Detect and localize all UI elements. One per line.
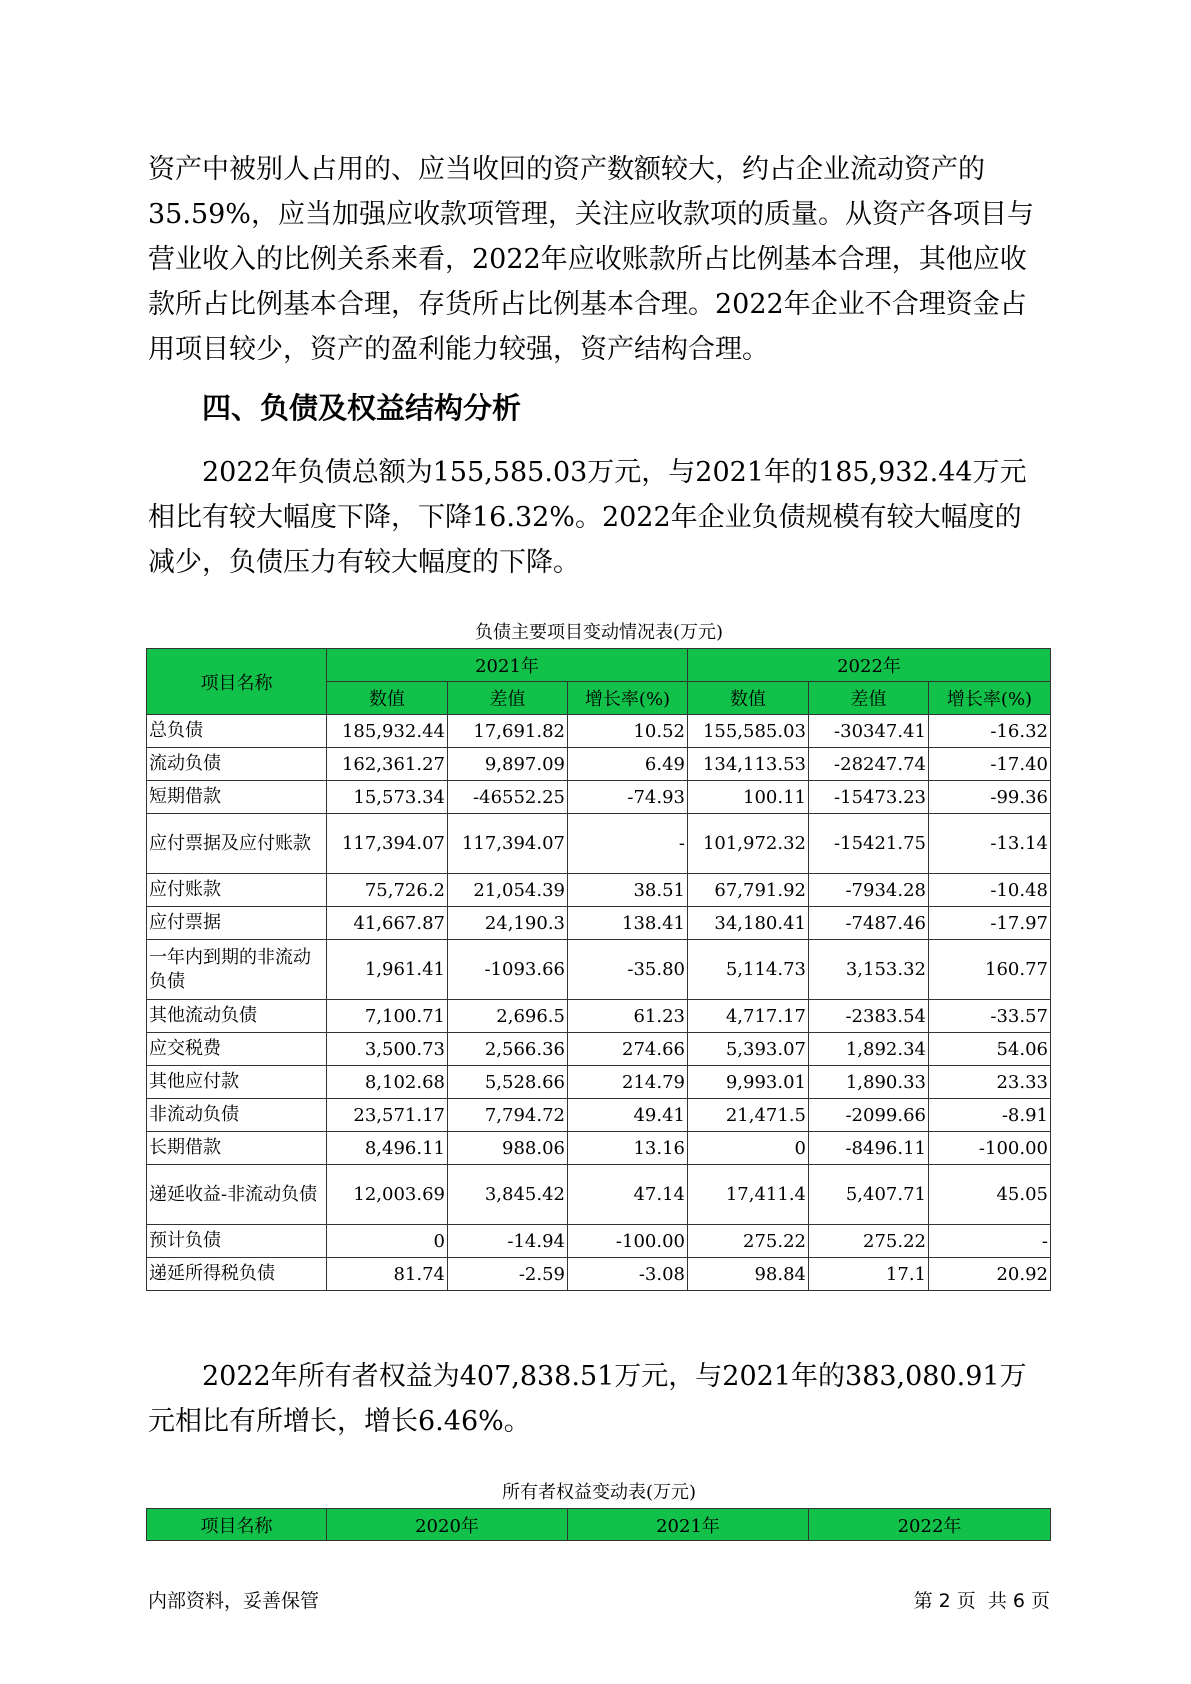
row-item-name: 应付票据及应付账款 [147, 814, 327, 874]
table-row [147, 781, 1051, 814]
cell-value-2021: 185,932.44 [327, 715, 448, 748]
cell-rate-2022: -33.57 [929, 1000, 1051, 1033]
cell-diff-2022: -2383.54 [809, 1000, 929, 1033]
row-item-name: 一年内到期的非流动负债 [147, 940, 327, 1000]
row-item-name: 递延所得税负债 [147, 1258, 327, 1291]
footer-page-number: 第 2 页 共 6 页 [913, 1590, 1050, 1612]
table-row [147, 1066, 1051, 1099]
cell-value-2021: 15,573.34 [327, 781, 448, 814]
cell-rate-2021: -100.00 [568, 1225, 688, 1258]
section-heading: 四、负债及权益结构分析 [202, 391, 522, 425]
row-item-name: 总负债 [147, 715, 327, 748]
cell-value-2022: 98.84 [688, 1258, 809, 1291]
equity-header-2021: 2021年 [568, 1509, 809, 1541]
cell-rate-2022: 20.92 [929, 1258, 1051, 1291]
cell-diff-2022: -8496.11 [809, 1132, 929, 1165]
cell-value-2022: 155,585.03 [688, 715, 809, 748]
cell-value-2021: 1,961.41 [327, 940, 448, 1000]
cell-rate-2022: 45.05 [929, 1165, 1051, 1225]
row-item-name: 短期借款 [147, 781, 327, 814]
cell-diff-2022: 17.1 [809, 1258, 929, 1291]
cell-value-2021: 3,500.73 [327, 1033, 448, 1066]
cell-value-2021: 75,726.2 [327, 874, 448, 907]
cell-rate-2022: -8.91 [929, 1099, 1051, 1132]
cell-rate-2022: 160.77 [929, 940, 1051, 1000]
cell-rate-2021: 38.51 [568, 874, 688, 907]
equity-table-caption: 所有者权益变动表(万元) [501, 1482, 697, 1503]
cell-diff-2021: -2.59 [448, 1258, 568, 1291]
cell-value-2022: 100.11 [688, 781, 809, 814]
cell-value-2022: 17,411.4 [688, 1165, 809, 1225]
cell-diff-2021: 24,190.3 [448, 907, 568, 940]
cell-rate-2022: -16.32 [929, 715, 1051, 748]
cell-value-2022: 101,972.32 [688, 814, 809, 874]
cell-diff-2021: 9,897.09 [448, 748, 568, 781]
cell-rate-2022: -17.40 [929, 748, 1051, 781]
cell-diff-2021: -1093.66 [448, 940, 568, 1000]
cell-value-2022: 5,393.07 [688, 1033, 809, 1066]
row-item-name: 应交税费 [147, 1033, 327, 1066]
paragraph-asset-analysis: 资产中被别人占用的、应当收回的资产数额较大，约占企业流动资产的35.59%，应当加强应收款项管理，关注应收款项的质量。从资产各项目与营业收入的比例关系来看，2022年应收账款所占比例基本合理，其他应收款所占比例基本合理，存货所占比例基本合理。2022年企业不合理资金占用项目较少，资产的盈利能力较强，资产结构合理。 [148, 154, 1034, 365]
cell-rate-2021: 47.14 [568, 1165, 688, 1225]
liability-table-caption: 负债主要项目变动情况表(万元) [474, 622, 724, 643]
cell-rate-2021: 214.79 [568, 1066, 688, 1099]
cell-diff-2022: -2099.66 [809, 1099, 929, 1132]
cell-rate-2022: -10.48 [929, 874, 1051, 907]
row-item-name: 应付票据 [147, 907, 327, 940]
cell-diff-2021: -46552.25 [448, 781, 568, 814]
header-diff-2022: 差值 [809, 682, 929, 715]
row-item-name: 应付账款 [147, 874, 327, 907]
header-year-2022: 2022年 [688, 649, 1051, 682]
paragraph-liability-summary: 2022年负债总额为155,585.03万元，与2021年的185,932.44万元相比有较大幅度下降，下降16.32%。2022年企业负债规模有较大幅度的减少，负债压力有较大幅度的下降。 [148, 457, 1027, 578]
cell-rate-2021: -35.80 [568, 940, 688, 1000]
table-row [147, 1099, 1051, 1132]
cell-diff-2022: -7934.28 [809, 874, 929, 907]
cell-rate-2022: -100.00 [929, 1132, 1051, 1165]
table-row [147, 715, 1051, 748]
cell-diff-2022: -15421.75 [809, 814, 929, 874]
footer-confidential-note: 内部资料，妥善保管 [148, 1590, 320, 1612]
equity-table [146, 1508, 1051, 1541]
cell-rate-2021: -3.08 [568, 1258, 688, 1291]
cell-diff-2022: 275.22 [809, 1225, 929, 1258]
cell-diff-2022: -30347.41 [809, 715, 929, 748]
cell-value-2021: 117,394.07 [327, 814, 448, 874]
table-row [147, 1132, 1051, 1165]
cell-diff-2022: -28247.74 [809, 748, 929, 781]
cell-value-2021: 81.74 [327, 1258, 448, 1291]
cell-value-2021: 8,102.68 [327, 1066, 448, 1099]
cell-rate-2021: -74.93 [568, 781, 688, 814]
table-row [147, 748, 1051, 781]
cell-rate-2022: 23.33 [929, 1066, 1051, 1099]
cell-rate-2022: 54.06 [929, 1033, 1051, 1066]
row-item-name: 非流动负债 [147, 1099, 327, 1132]
cell-value-2022: 0 [688, 1132, 809, 1165]
cell-value-2022: 9,993.01 [688, 1066, 809, 1099]
cell-value-2021: 7,100.71 [327, 1000, 448, 1033]
cell-value-2022: 4,717.17 [688, 1000, 809, 1033]
table-row [147, 1165, 1051, 1225]
cell-rate-2022: -17.97 [929, 907, 1051, 940]
header-item-name: 项目名称 [147, 649, 327, 715]
table-row [147, 1225, 1051, 1258]
cell-diff-2021: 3,845.42 [448, 1165, 568, 1225]
cell-diff-2022: 3,153.32 [809, 940, 929, 1000]
cell-diff-2021: 7,794.72 [448, 1099, 568, 1132]
header-diff-2021: 差值 [448, 682, 568, 715]
liability-table-body [147, 715, 1051, 1291]
row-item-name: 递延收益-非流动负债 [147, 1165, 327, 1225]
cell-value-2021: 0 [327, 1225, 448, 1258]
cell-rate-2021: 49.41 [568, 1099, 688, 1132]
cell-rate-2021: 6.49 [568, 748, 688, 781]
cell-value-2022: 21,471.5 [688, 1099, 809, 1132]
cell-value-2022: 275.22 [688, 1225, 809, 1258]
cell-diff-2021: 2,696.5 [448, 1000, 568, 1033]
cell-rate-2022: -13.14 [929, 814, 1051, 874]
table-row [147, 1033, 1051, 1066]
header-value-2022: 数值 [688, 682, 809, 715]
row-item-name: 流动负债 [147, 748, 327, 781]
liability-table [146, 648, 1051, 1291]
cell-diff-2022: -15473.23 [809, 781, 929, 814]
cell-rate-2021: 61.23 [568, 1000, 688, 1033]
cell-diff-2022: 1,890.33 [809, 1066, 929, 1099]
cell-diff-2021: 21,054.39 [448, 874, 568, 907]
equity-header-item-name: 项目名称 [147, 1509, 327, 1541]
cell-rate-2021: 13.16 [568, 1132, 688, 1165]
table-row [147, 940, 1051, 1000]
header-value-2021: 数值 [327, 682, 448, 715]
cell-value-2021: 8,496.11 [327, 1132, 448, 1165]
equity-header-2022: 2022年 [809, 1509, 1051, 1541]
row-item-name: 其他应付款 [147, 1066, 327, 1099]
row-item-name: 预计负债 [147, 1225, 327, 1258]
cell-value-2021: 41,667.87 [327, 907, 448, 940]
cell-diff-2021: 17,691.82 [448, 715, 568, 748]
cell-rate-2021: - [568, 814, 688, 874]
paragraph-equity-summary: 2022年所有者权益为407,838.51万元，与2021年的383,080.91万元相比有所增长，增长6.46%。 [148, 1361, 1027, 1437]
cell-diff-2022: -7487.46 [809, 907, 929, 940]
table-row [147, 907, 1051, 940]
cell-value-2022: 5,114.73 [688, 940, 809, 1000]
cell-diff-2021: 117,394.07 [448, 814, 568, 874]
cell-rate-2022: - [929, 1225, 1051, 1258]
cell-rate-2021: 138.41 [568, 907, 688, 940]
cell-diff-2021: -14.94 [448, 1225, 568, 1258]
table-row [147, 1258, 1051, 1291]
cell-value-2021: 162,361.27 [327, 748, 448, 781]
cell-value-2021: 12,003.69 [327, 1165, 448, 1225]
row-item-name: 长期借款 [147, 1132, 327, 1165]
cell-rate-2021: 10.52 [568, 715, 688, 748]
row-item-name: 其他流动负债 [147, 1000, 327, 1033]
table-row [147, 1000, 1051, 1033]
cell-rate-2021: 274.66 [568, 1033, 688, 1066]
cell-value-2022: 34,180.41 [688, 907, 809, 940]
cell-rate-2022: -99.36 [929, 781, 1051, 814]
table-row [147, 814, 1051, 874]
equity-header-2020: 2020年 [327, 1509, 568, 1541]
cell-diff-2021: 988.06 [448, 1132, 568, 1165]
cell-value-2022: 67,791.92 [688, 874, 809, 907]
cell-value-2022: 134,113.53 [688, 748, 809, 781]
cell-value-2021: 23,571.17 [327, 1099, 448, 1132]
header-year-2021: 2021年 [327, 649, 688, 682]
cell-diff-2022: 5,407.71 [809, 1165, 929, 1225]
cell-diff-2022: 1,892.34 [809, 1033, 929, 1066]
header-rate-2021: 增长率(%) [568, 682, 688, 715]
header-rate-2022: 增长率(%) [929, 682, 1051, 715]
table-row [147, 874, 1051, 907]
cell-diff-2021: 2,566.36 [448, 1033, 568, 1066]
cell-diff-2021: 5,528.66 [448, 1066, 568, 1099]
